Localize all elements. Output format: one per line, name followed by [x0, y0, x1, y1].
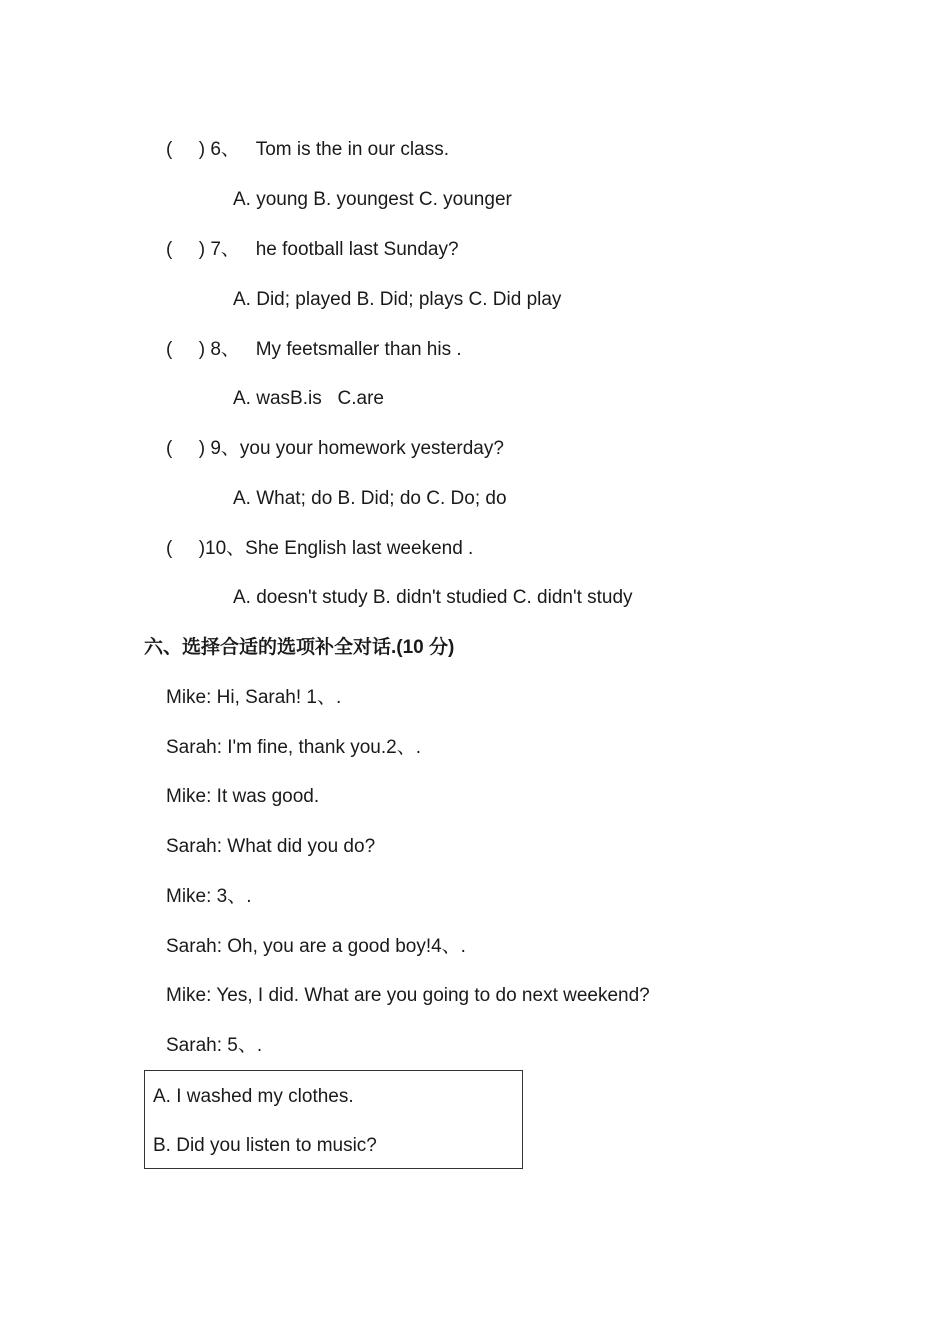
question-options: A. wasB.is C.are: [233, 388, 384, 409]
question-stem: ( )10、She English last weekend .: [166, 538, 474, 559]
section-heading: 六、选择合适的选项补全对话.(10 分): [144, 637, 455, 658]
question-options: A. young B. youngest C. younger: [233, 189, 512, 210]
choice-item: B. Did you listen to music?: [153, 1135, 377, 1156]
dialogue-line: Mike: It was good.: [166, 786, 320, 807]
question-stem: ( ) 6、 Tom is the in our class.: [166, 139, 449, 160]
question-stem: ( ) 8、 My feetsmaller than his .: [166, 339, 462, 360]
question-stem: ( ) 9、you your homework yesterday?: [166, 438, 504, 459]
choice-item: A. I washed my clothes.: [153, 1086, 354, 1107]
dialogue-line: Sarah: 5、.: [166, 1035, 263, 1056]
question-options: A. Did; played B. Did; plays C. Did play: [233, 289, 562, 310]
question-options: A. doesn't study B. didn't studied C. didn't study: [233, 587, 633, 608]
question-stem: ( ) 7、 he football last Sunday?: [166, 239, 459, 260]
choices-box: [144, 1070, 523, 1169]
dialogue-line: Mike: Yes, I did. What are you going to do next weekend?: [166, 985, 650, 1006]
dialogue-line: Sarah: Oh, you are a good boy!4、.: [166, 936, 466, 957]
dialogue-line: Mike: Hi, Sarah! 1、.: [166, 687, 342, 708]
dialogue-line: Sarah: I'm fine, thank you.2、.: [166, 737, 421, 758]
question-options: A. What; do B. Did; do C. Do; do: [233, 488, 507, 509]
dialogue-line: Mike: 3、.: [166, 886, 252, 907]
dialogue-line: Sarah: What did you do?: [166, 836, 376, 857]
